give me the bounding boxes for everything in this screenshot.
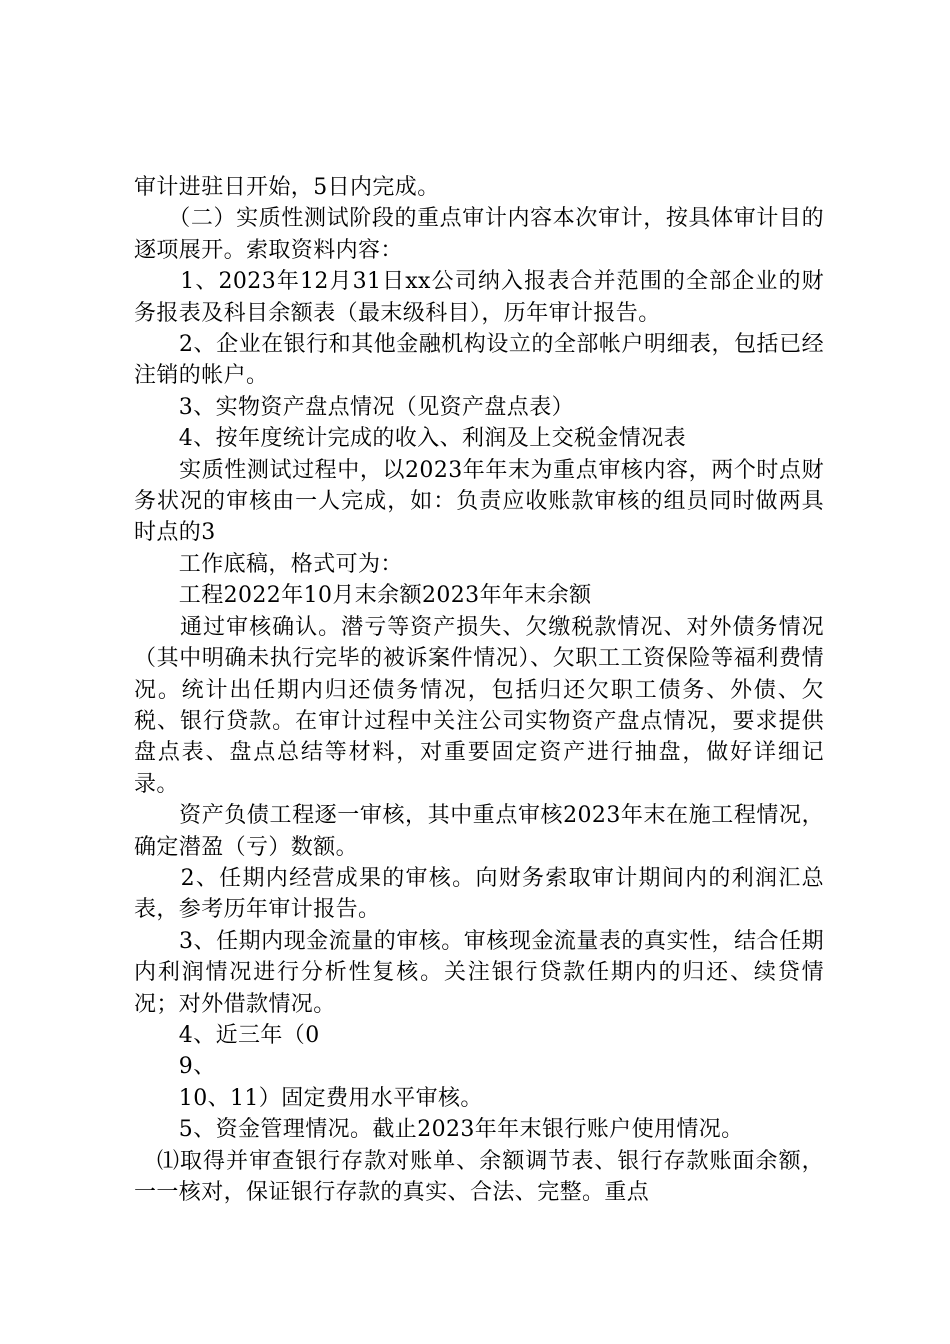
paragraph-substantive-test-heading: （二）实质性测试阶段的重点审计内容本次审计，按具体审计目的逐项展开。索取资料内容： [134,206,824,263]
document-body [134,172,824,1208]
paragraph-fund-management: 5、资金管理情况。截止2023年年末银行账户使用情况。 [134,1117,744,1143]
paragraph-operating-results-review: 2、任期内经营成果的审核。向财务索取审计期间内的利润汇总表，参考历年审计报告。 [134,865,824,923]
paragraph-audit-entry: 审计进驻日开始，5日内完成。 [134,175,440,200]
paragraph-cash-flow-review: 3、任期内现金流量的审核。审核现金流量表的真实性，结合任期内利润情况进行分析性复核。关注银行贷款任期内的归还、续贷情况；对外借款情况。 [134,928,824,1017]
paragraph-recent-three-years: 4、近三年（0 [134,1022,320,1048]
paragraph-substantive-test-process: 实质性测试过程中，以2023年年末为重点审核内容，两个时点财务状况的审核由一人完成，如：负责应收账款审核的组员同时做两具时点的3 [134,457,824,546]
paragraph-bank-statement-check: ⑴取得并审查银行存款对账单、余额调节表、银行存款账面余额，一一核对，保证银行存款的真实、合法、完整。重点 [134,1148,824,1205]
paragraph-fragment-9: 9、 [134,1054,216,1080]
paragraph-item-2-bank-accounts: 2、企业在银行和其他金融机构设立的全部帐户明细表，包括已经注销的帐户。 [134,332,824,389]
paragraph-fixed-cost-review: 10、11）固定费用水平审核。 [134,1085,483,1111]
paragraph-working-paper-format: 工作底稿，格式可为： [134,551,403,577]
paragraph-item-3-physical-assets: 3、实物资产盘点情况（见资产盘点表） [134,394,574,420]
paragraph-audit-confirmation: 通过审核确认。潜亏等资产损失、欠缴税款情况、对外债务情况（其中明确未执行完毕的被诉案件情况）、欠职工工资保险等福利费情况。统计出任期内归还债务情况，包括归还欠职工债务、外债、欠税、银行贷款。在审计过程中关注公司实物资产盘点情况，要求提供盘点表、盘点总结等材料，对重要固定资产进行抽盘，做好详细记录。 [134,614,824,797]
paragraph-item-4-income-profit-tax: 4、按年度统计完成的收入、利润及上交税金情况表 [134,426,686,452]
paragraph-item-1-financial-statements: 1、2023年12月31日xx公司纳入报表合并范围的全部企业的财务报表及科目余额表（最末级科目），历年审计报告。 [134,269,824,326]
paragraph-balance-columns: 工程2022年10月末余额2023年年末余额 [134,583,592,609]
paragraph-assets-liabilities-review: 资产负债工程逐一审核，其中重点审核2023年末在施工程情况，确定潜盈（亏）数额。 [134,803,824,860]
